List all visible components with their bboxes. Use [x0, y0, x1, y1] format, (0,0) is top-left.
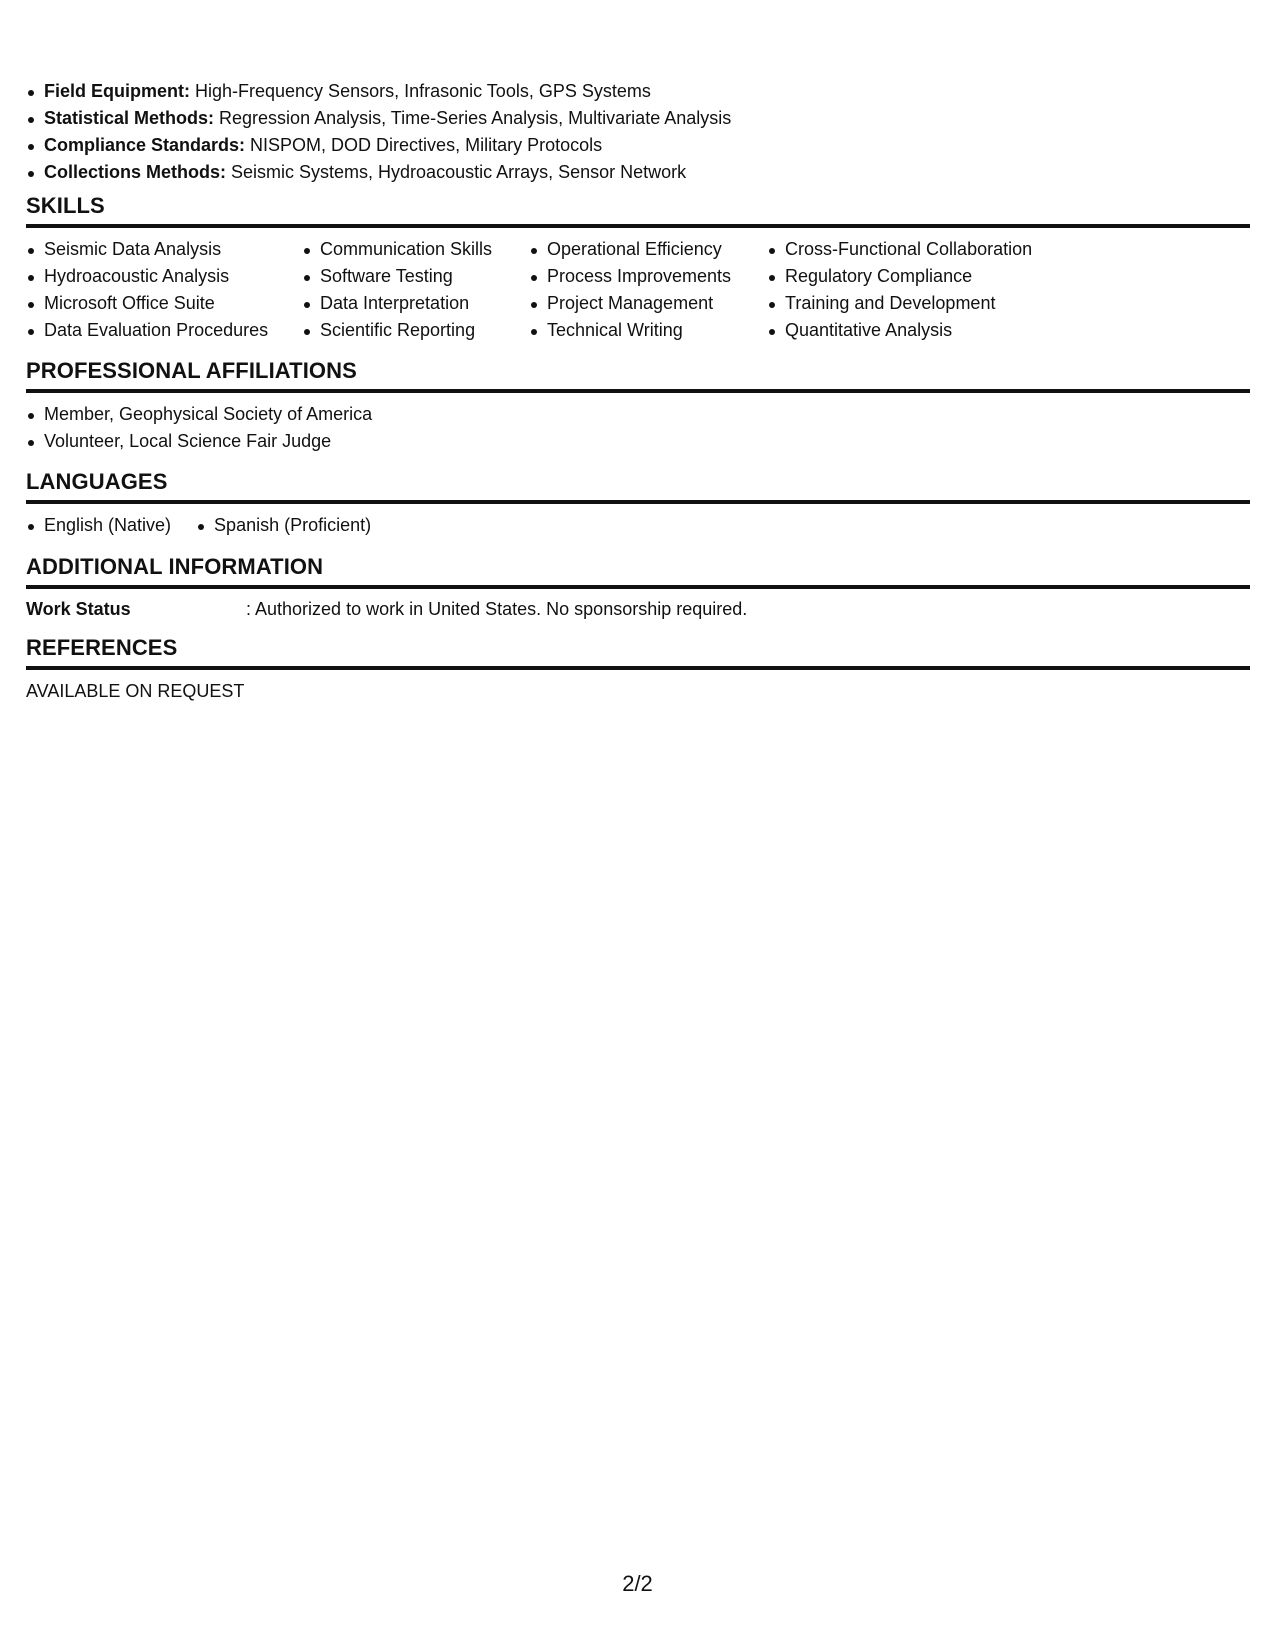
list-item: Training and Development: [767, 290, 1067, 317]
item-label: Collections Methods:: [44, 162, 227, 182]
references-text: AVAILABLE ON REQUEST: [26, 681, 245, 701]
list-item: [26, 132, 731, 159]
references-section: [26, 635, 1250, 703]
skills-section: [26, 193, 1250, 344]
list-item: Seismic Data Analysis: [26, 236, 302, 263]
skills-column: [767, 236, 1067, 344]
item-label: Field Equipment:: [44, 81, 190, 101]
section-title: PROFESSIONAL AFFILIATIONS: [26, 358, 1250, 393]
list-item: [26, 78, 731, 105]
languages-list: [26, 512, 1250, 539]
list-item: Regulatory Compliance: [767, 263, 1067, 290]
page-number: 2/2: [622, 1571, 653, 1596]
item-value: NISPOM, DOD Directives, Military Protocols: [245, 135, 603, 155]
item-label: Statistical Methods:: [44, 108, 215, 128]
list-item: English (Native): [26, 512, 171, 539]
list-item: Spanish (Proficient): [196, 512, 371, 539]
list-item: Quantitative Analysis: [767, 317, 1067, 344]
list-item: Member, Geophysical Society of America: [26, 401, 1250, 428]
section-title: SKILLS: [26, 193, 1250, 228]
work-status-label: Work Status: [26, 599, 131, 619]
skills-column: [529, 236, 767, 344]
skills-column: [302, 236, 529, 344]
list-item: Technical Writing: [529, 317, 767, 344]
list-item: Microsoft Office Suite: [26, 290, 302, 317]
list-item: Scientific Reporting: [302, 317, 529, 344]
list-item: Data Evaluation Procedures: [26, 317, 302, 344]
item-value: Regression Analysis, Time-Series Analysis, Multivariate Analysis: [214, 108, 732, 128]
list-item: Data Interpretation: [302, 290, 529, 317]
list-item: Operational Efficiency: [529, 236, 767, 263]
list-item: Cross-Functional Collaboration: [767, 236, 1067, 263]
list-item: [26, 159, 731, 186]
section-title: ADDITIONAL INFORMATION: [26, 554, 1250, 589]
affiliations-section: [26, 358, 1250, 455]
work-status-value: : Authorized to work in United States. No sponsorship required.: [246, 599, 748, 619]
list-item: Software Testing: [302, 263, 529, 290]
list-item: Process Improvements: [529, 263, 767, 290]
item-label: Compliance Standards:: [44, 135, 246, 155]
additional-info-section: [26, 554, 1250, 621]
languages-section: [26, 469, 1250, 539]
list-item: [26, 105, 731, 132]
item-value: High-Frequency Sensors, Infrasonic Tools, GPS Systems: [190, 81, 651, 101]
item-value: Seismic Systems, Hydroacoustic Arrays, Sensor Network: [226, 162, 687, 182]
list-item: Hydroacoustic Analysis: [26, 263, 302, 290]
skills-columns: [26, 236, 1250, 344]
section-title: REFERENCES: [26, 635, 1250, 670]
affiliations-list: [26, 401, 1250, 455]
skills-column: [26, 236, 302, 344]
technical-details-list: [26, 78, 731, 186]
work-status-row: [26, 597, 1250, 621]
list-item: Volunteer, Local Science Fair Judge: [26, 428, 1250, 455]
section-title: LANGUAGES: [26, 469, 1250, 504]
list-item: Project Management: [529, 290, 767, 317]
list-item: Communication Skills: [302, 236, 529, 263]
